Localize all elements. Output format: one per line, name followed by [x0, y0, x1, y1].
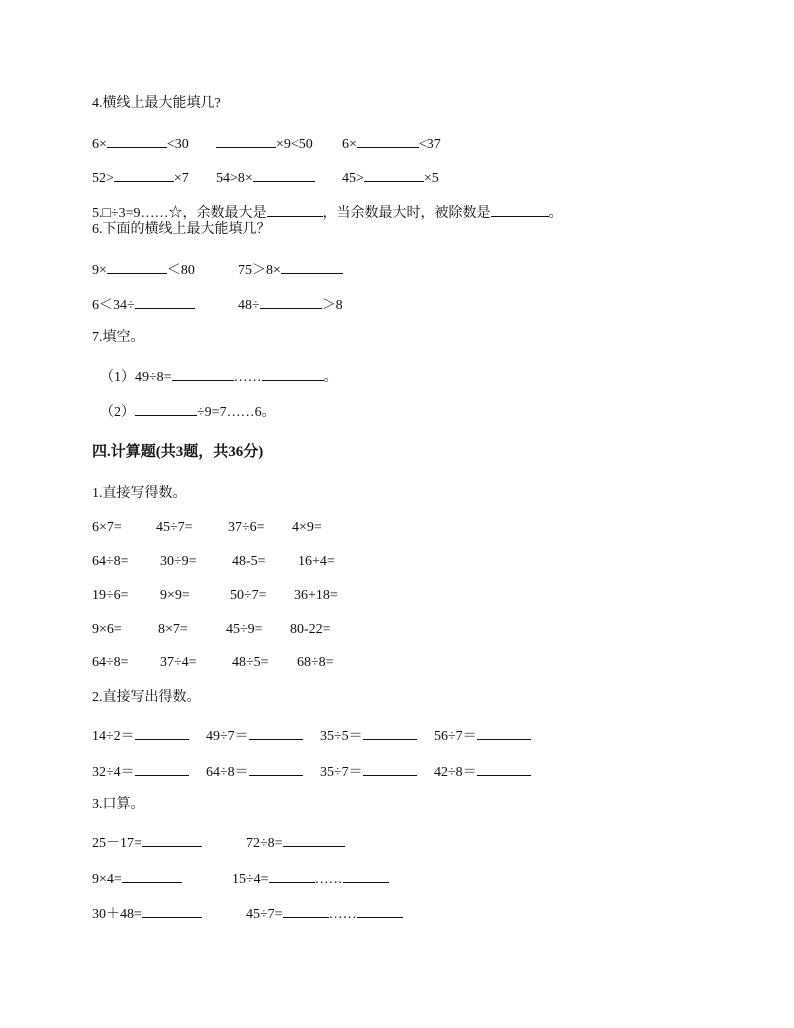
answer-blank[interactable] [260, 293, 322, 309]
answer-blank[interactable] [364, 166, 424, 182]
answer-blank[interactable] [253, 166, 315, 182]
q7-row-1: （1）49÷8= …… 。 [100, 365, 338, 388]
answer-blank[interactable] [135, 293, 195, 309]
answer-blank[interactable] [281, 258, 343, 274]
answer-blank[interactable] [477, 760, 531, 776]
q5-line: 5.□÷3=9……☆，余数最大是 ，当余数最大时，被除数是 。 [92, 201, 563, 224]
answer-blank[interactable] [142, 831, 202, 847]
answer-blank[interactable] [172, 365, 234, 381]
section-title: 四.计算题(共3题，共36分) [92, 444, 264, 460]
answer-blank[interactable] [357, 132, 419, 148]
answer-blank[interactable] [477, 724, 531, 740]
answer-blank[interactable] [269, 867, 315, 883]
answer-blank[interactable] [142, 902, 202, 918]
answer-blank[interactable] [363, 760, 417, 776]
answer-blank[interactable] [267, 201, 323, 217]
q7-title: 7.填空。 [92, 330, 145, 345]
answer-blank[interactable] [249, 760, 303, 776]
answer-blank[interactable] [491, 201, 549, 217]
answer-blank[interactable] [107, 258, 167, 274]
answer-blank[interactable] [114, 166, 174, 182]
answer-blank[interactable] [343, 867, 389, 883]
q7-row-2: （2） ÷9=7……6。 [100, 400, 276, 423]
answer-blank[interactable] [283, 831, 345, 847]
c1-title: 1.直接写得数。 [92, 486, 187, 501]
answer-blank[interactable] [135, 760, 189, 776]
answer-blank[interactable] [216, 132, 276, 148]
answer-blank[interactable] [357, 902, 403, 918]
answer-blank[interactable] [283, 902, 329, 918]
q4-title: 4.横线上最大能填几? [92, 96, 221, 111]
answer-blank[interactable] [135, 400, 197, 416]
answer-blank[interactable] [262, 365, 324, 381]
answer-blank[interactable] [135, 724, 189, 740]
answer-blank[interactable] [122, 867, 182, 883]
answer-blank[interactable] [107, 132, 167, 148]
c3-title: 3.口算。 [92, 797, 145, 812]
answer-blank[interactable] [363, 724, 417, 740]
c2-title: 2.直接写出得数。 [92, 690, 201, 705]
answer-blank[interactable] [249, 724, 303, 740]
q6-title: 6.下面的横线上最大能填几？ [92, 222, 271, 237]
